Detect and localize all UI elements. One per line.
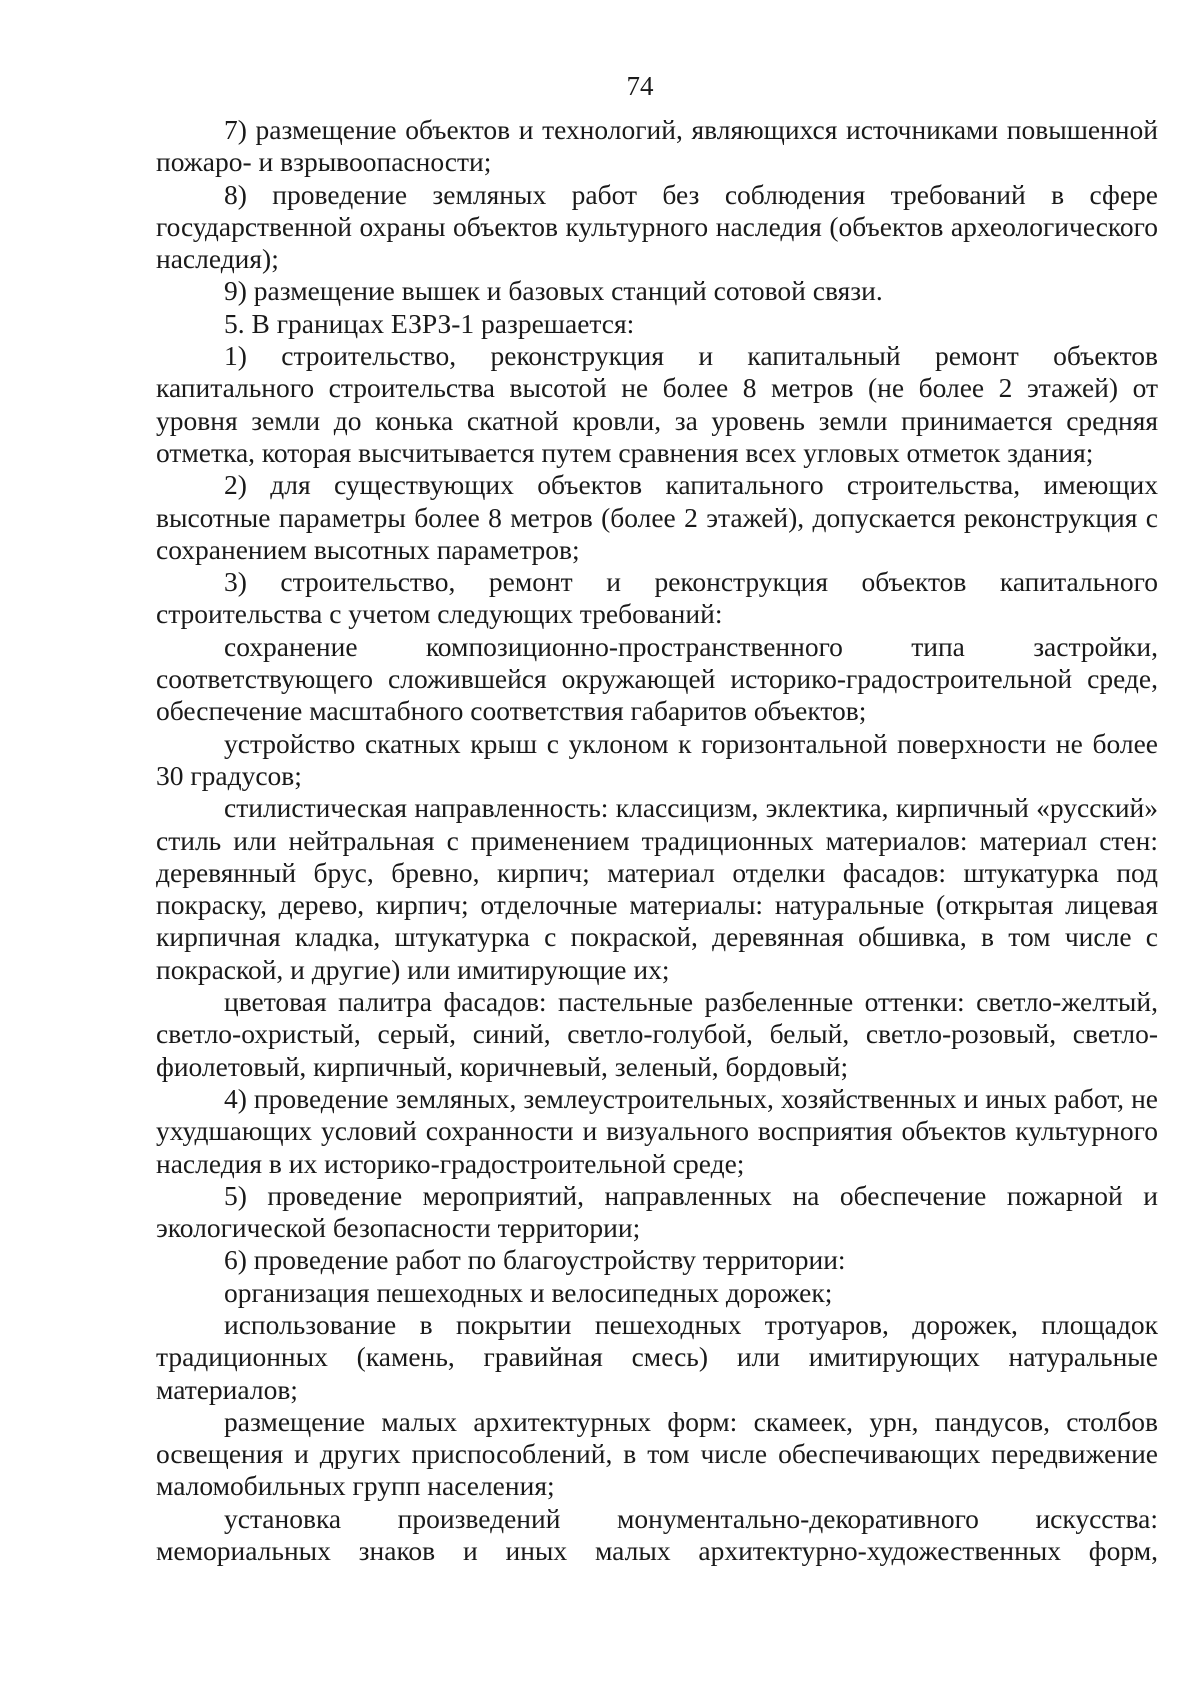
page-number: 74 xyxy=(626,71,654,101)
paragraph-item-2: 2) для существующих объектов капитального строительства, имеющих высотные параметры более 8 метров (более 2 этажей), допускается реконструкция с сохранением высотных параметров; xyxy=(156,469,1158,565)
paragraph-item-1: 1) строительство, реконструкция и капитальный ремонт объектов капитального строительства высотой не более 8 метров (не более 2 этажей) от уровня земли до конька скатной кровли, за уровень земли принимается средняя отметка, которая высчитывается путем сравнения всех угловых отметок здания; xyxy=(156,340,1158,468)
paragraph-landscaping-small-forms: размещение малых архитектурных форм: скамеек, урн, пандусов, столбов освещения и других приспособлений, в том числе обеспечивающих передвижение маломобильных групп населения; xyxy=(156,1405,1158,1502)
document-body xyxy=(156,114,1158,1567)
paragraph-item-6: 6) проведение работ по благоустройству территории: xyxy=(224,1244,846,1276)
paragraph-requirement-composition: сохранение композиционно-пространственного типа застройки, соответствующего сложившейся окружающей историко-градостроительной среде, обеспечение масштабного соответствия габаритов объектов; xyxy=(156,630,1158,727)
paragraph-item-7: 7) размещение объектов и технологий, являющихся источниками повышенной пожаро- и взрывоопасности; xyxy=(156,114,1158,178)
paragraph-item-3: 3) строительство, ремонт и реконструкция объектов капитального строительства с учетом следующих требований: xyxy=(156,566,1158,630)
paragraph-item-5: 5) проведение мероприятий, направленных на обеспечение пожарной и экологической безопасности территории; xyxy=(156,1179,1158,1244)
paragraph-item-9: 9) размещение вышек и базовых станций сотовой связи. xyxy=(224,275,883,307)
paragraph-requirement-style: стилистическая направленность: классицизм, эклектика, кирпичный «русский» стиль или нейтральная с применением традиционных материалов: материал стен: деревянный брус, бревно, кирпич; материал отделки фасадов: штукатурка под покраску, дерево, кирпич; отделочные материалы: натуральные (открытая лицевая кирпичная кладка, штукатурка с покраской, деревянная обшивка, в том числе с покраской, и другие) или имитирующие их; xyxy=(156,792,1158,985)
paragraph-item-4: 4) проведение земляных, землеустроительных, хозяйственных и иных работ, не ухудшающих условий сохранности и визуального восприятия объектов культурного наследия в их историко-градостроительной среде; xyxy=(156,1082,1158,1179)
paragraph-requirement-colors: цветовая палитра фасадов: пастельные разбеленные оттенки: светло-желтый, светло-охристый, серый, синий, светло-голубой, белый, светло-розовый, светло-фиолетовый, кирпичный, коричневый, зеленый, бордовый; xyxy=(156,986,1158,1082)
paragraph-requirement-roofs: устройство скатных крыш с уклоном к горизонтальной поверхности не более 30 градусов; xyxy=(156,727,1158,791)
paragraph-landscaping-monuments: установка произведений монументально-декоративного искусства: мемориальных знаков и иных малых архитектурно-художественных форм, xyxy=(156,1502,1158,1567)
paragraph-landscaping-materials: использование в покрытии пешеходных тротуаров, дорожек, площадок традиционных (камень, гравийная смесь) или имитирующих натуральные материалов; xyxy=(156,1308,1158,1405)
paragraph-landscaping-paths: организация пешеходных и велосипедных дорожек; xyxy=(224,1276,833,1308)
paragraph-item-8: 8) проведение земляных работ без соблюдения требований в сфере государственной охраны объектов культурного наследия (объектов археологического наследия); xyxy=(156,178,1158,275)
paragraph-section-5: 5. В границах ЕЗРЗ-1 разрешается: xyxy=(224,307,635,339)
